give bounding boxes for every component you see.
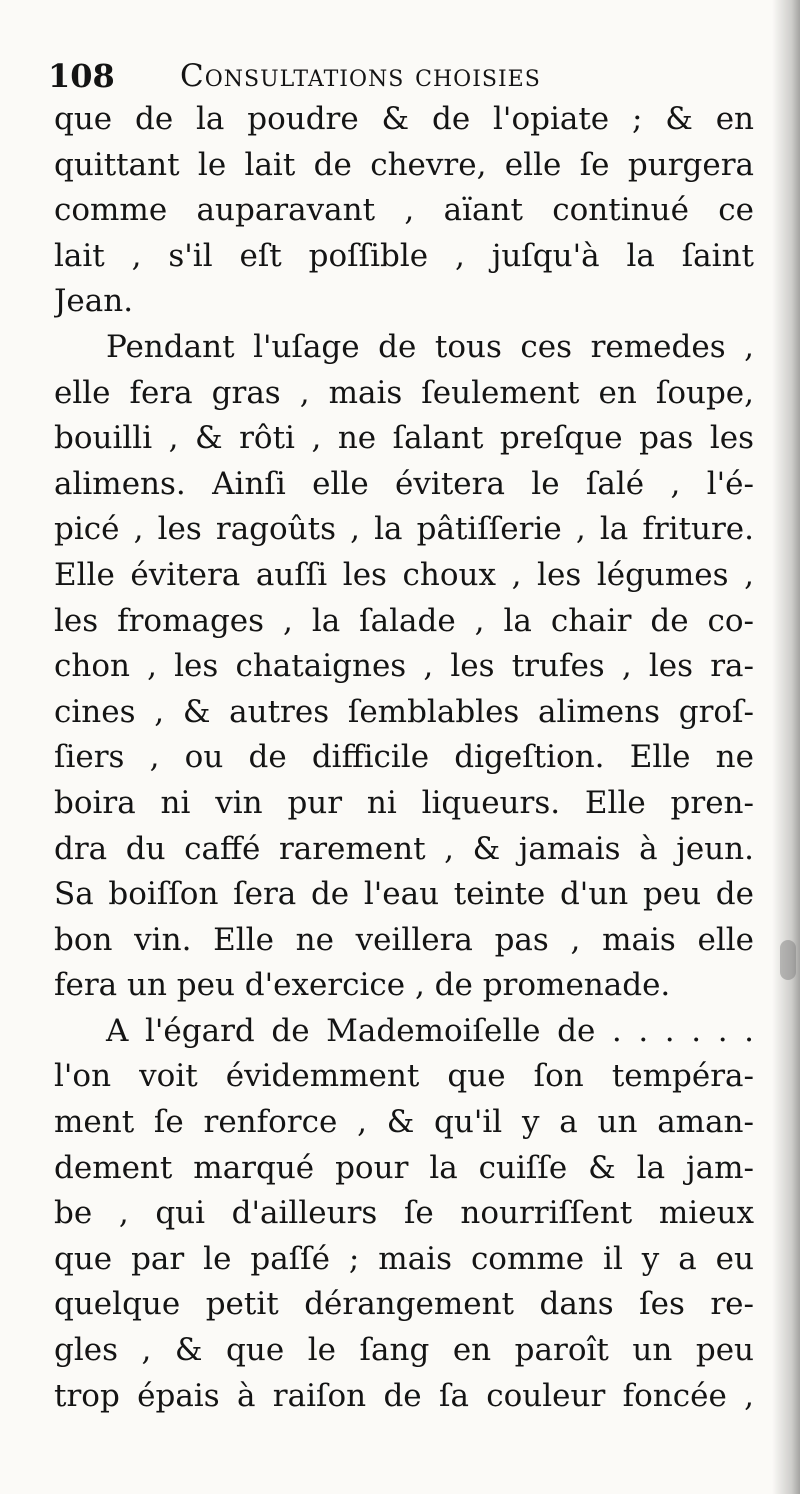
text-line: chon , les chataignes , les trufes , les ra-	[54, 648, 754, 685]
text-line: be , qui d'ailleurs ſe nourriſſent mieux	[54, 1195, 754, 1232]
page-header	[48, 50, 748, 102]
text-line: Sa boiſſon ſera de l'eau teinte d'un peu de	[54, 876, 754, 913]
page-number: 108	[48, 57, 115, 95]
text-line: alimens. Ainſi elle évitera le ſalé , l'é-	[54, 465, 754, 502]
text-line: que par le paſſé ; mais comme il y a eu	[54, 1240, 754, 1277]
text-line: quittant le lait de chevre, elle ſe purgera	[54, 146, 754, 183]
text-line: A l'égard de Mademoiſelle de . . . . . .	[106, 1012, 754, 1049]
paper-spot	[780, 940, 796, 980]
text-line: fera un peu d'exercice , de promenade.	[54, 967, 671, 1004]
text-line: ſiers , ou de difficile digeſtion. Elle ne	[54, 739, 754, 776]
text-line: dra du caffé rarement , & jamais à jeun.	[54, 830, 754, 867]
text-line: picé , les ragoûts , la pâtiſſerie , la friture.	[54, 511, 754, 548]
text-line: les fromages , la ſalade , la chair de co-	[54, 602, 754, 639]
text-line: gles , & que le ſang en paroît un peu	[54, 1332, 754, 1369]
text-line: dement marqué pour la cuiſſe & la jam-	[54, 1149, 754, 1186]
text-line: comme auparavant , aïant continué ce	[54, 192, 754, 229]
text-line: ment ſe renforce , & qu'il y a un aman-	[54, 1104, 754, 1141]
text-line: elle fera gras , mais ſeulement en ſoupe,	[54, 374, 754, 411]
text-line: l'on voit évidemment que ſon tempéra-	[54, 1058, 754, 1095]
text-line: Jean.	[54, 283, 134, 320]
page-gutter-shadow	[772, 0, 800, 1494]
text-line: que de la poudre & de l'opiate ; & en	[54, 101, 754, 137]
text-line: quelque petit dérangement dans ſes re-	[54, 1286, 754, 1323]
text-line: lait , s'il eſt poſſible , juſqu'à la ſaint	[54, 237, 754, 274]
text-line: Elle évitera auſſi les choux , les légumes ,	[54, 556, 754, 593]
body-text	[54, 97, 754, 1419]
text-line: cines , & autres ſemblables alimens groſ-	[54, 693, 754, 730]
text-line: Pendant l'uſage de tous ces remedes ,	[106, 328, 754, 365]
text-line: trop épais à raiſon de ſa couleur foncée ,	[54, 1377, 754, 1414]
running-title: Consultations choisies	[180, 58, 541, 94]
text-line: bouilli , & rôti , ne ſalant preſque pas les	[54, 420, 754, 457]
text-line: bon vin. Elle ne veillera pas , mais elle	[54, 921, 754, 958]
text-line: boira ni vin pur ni liqueurs. Elle pren-	[54, 784, 754, 821]
